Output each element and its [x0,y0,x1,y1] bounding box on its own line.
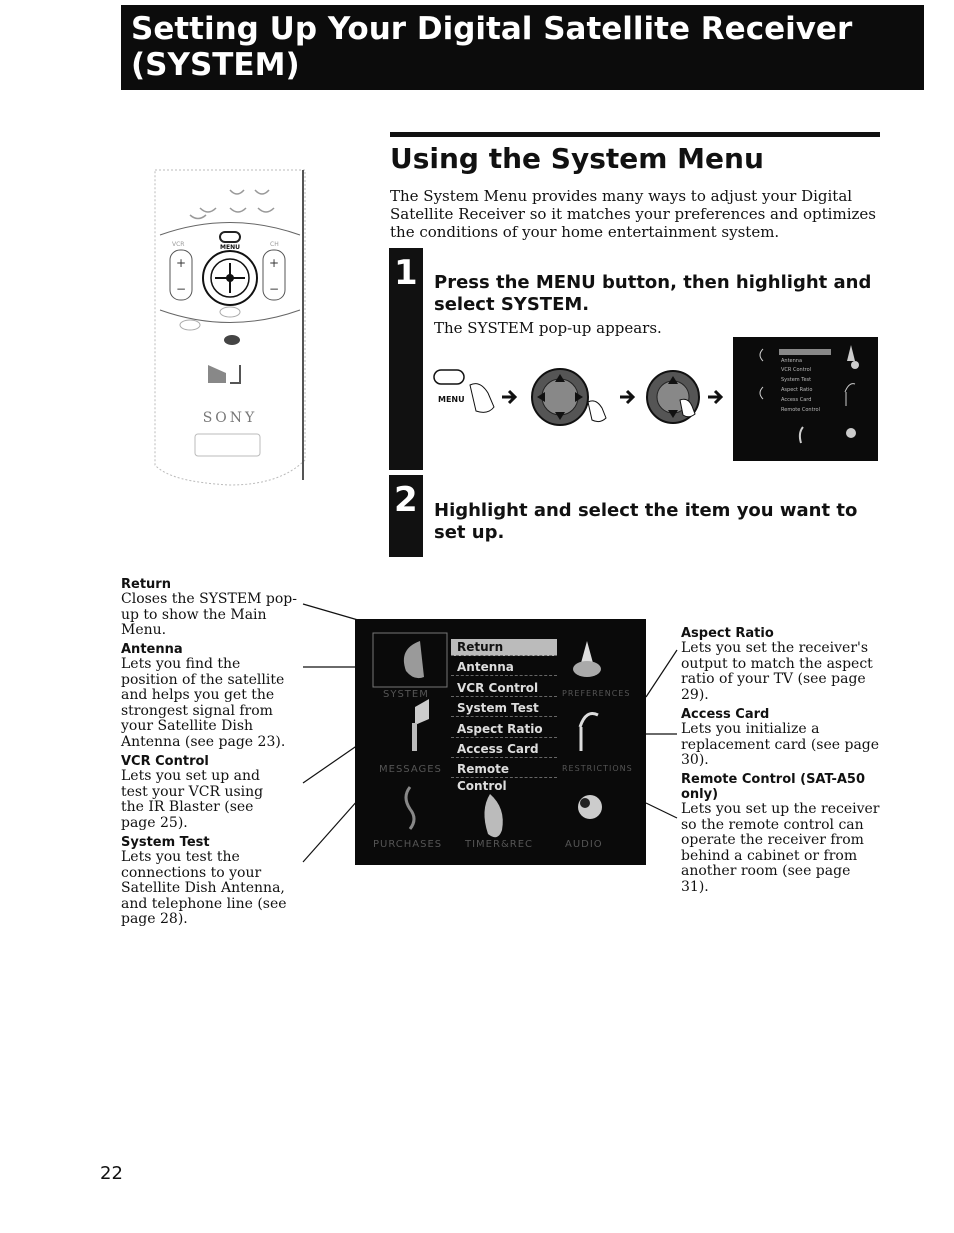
note-heading: Access Card [681,707,770,722]
popup-item: System Test [781,377,812,383]
note-body: Lets you set up and test your VCR using the IR Blaster (see page 25). [121,768,264,831]
popup-item: Remote Control [781,407,820,413]
section-title: Using the System Menu [390,142,764,175]
system-menu-screen [355,619,646,865]
section-intro: The System Menu provides many ways to adjust your Digital Satellite Receiver so it matches your preferences and optimizes the conditions of your home entertainment system. [390,187,876,241]
note-heading: Antenna [121,642,183,657]
note-body: Lets you initialize a replacement card (see page 30). [681,721,880,768]
note-body: Lets you test the connections to your Satellite Dish Antenna, and telephone line (see page 28). [121,849,287,927]
step-2-heading: Highlight and select the item you want to set up. [434,500,858,543]
banner-title-line1: Setting Up Your Digital Satellite Receiver [131,11,853,47]
popup-item: VCR Control [781,367,812,373]
svg-text:−: − [268,282,280,296]
remote-menu-label: MENU [220,244,240,251]
caption-audio: AUDIO [565,839,603,850]
remote-vcr-label: VCR [172,241,185,248]
callout-line-return [303,604,358,620]
caption-timer-rec: TIMER&REC [465,839,533,850]
note-body: Lets you set up the receiver so the remote control can operate the receiver from behind a cabinet or from another room (see page 31). [681,801,880,895]
step-1-number: 1 [394,253,418,293]
menu-item-system-test[interactable]: System Test [451,700,557,717]
popup-item: Antenna [781,358,803,364]
step-1-subtext: The SYSTEM pop-up appears. [434,319,662,337]
step-2-number: 2 [394,480,418,520]
banner-title-line2: (SYSTEM) [131,47,300,83]
note-body: Lets you find the position of the satellite and helps you get the strongest signal from your Satellite Dish Antenna (see page 23). [121,656,286,750]
remote-ch-label: CH [270,241,279,248]
page-number: 22 [100,1163,123,1184]
menu-item-antenna[interactable]: Antenna [451,659,557,676]
caption-system: SYSTEM [383,689,429,700]
note-heading: Aspect Ratio [681,626,774,641]
svg-text:−: − [175,282,187,296]
svg-text:+: + [268,256,280,270]
note-heading: VCR Control [121,754,209,769]
popup-item: Aspect Ratio [781,387,813,393]
caption-messages: MESSAGES [379,764,442,775]
menu-item-access-card[interactable]: Access Card [451,741,557,758]
callout-line-remote-control [646,803,677,818]
note-heading: Return [121,577,171,592]
note-heading: Remote Control (SAT-A50 only) [681,772,865,802]
callout-line-aspect-ratio [646,650,677,697]
caption-restrictions: RESTRICTIONS [562,764,633,773]
caption-purchases: PURCHASES [373,839,443,850]
svg-text:+: + [175,256,187,270]
note-body: Closes the SYSTEM pop-up to show the Main Menu. [121,591,297,638]
menu-button-label: MENU [438,395,465,404]
remote-brand-logo: SONY [202,410,258,426]
menu-item-return[interactable]: Return [451,639,557,656]
callout-line-system-test [303,800,358,862]
menu-item-remote-control[interactable]: Remote Control [451,761,557,778]
menu-item-vcr-control[interactable]: VCR Control [451,680,557,697]
note-body: Lets you set the receiver's output to match the aspect ratio of your TV (see page 29). [681,640,873,703]
menu-item-aspect-ratio[interactable]: Aspect Ratio [451,721,557,738]
callout-line-vcr-control [303,745,358,783]
popup-item: Access Card [781,397,812,403]
step-1-heading: Press the MENU button, then highlight and select SYSTEM. [434,272,872,315]
note-heading: System Test [121,835,210,850]
caption-preferences: PREFERENCES [562,689,631,698]
